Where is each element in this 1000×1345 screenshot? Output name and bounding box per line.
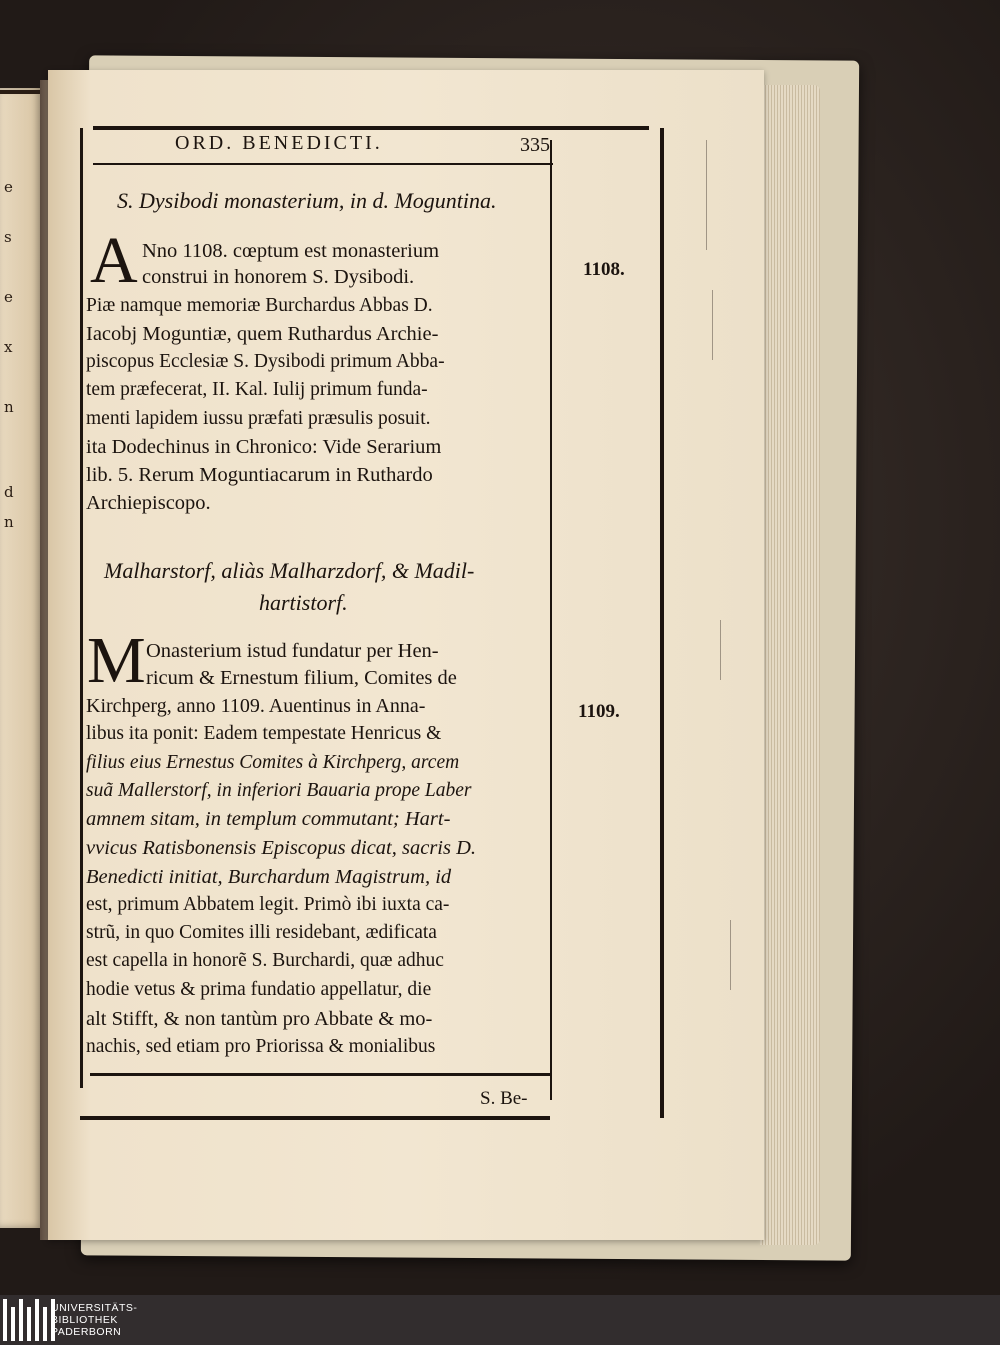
left-fragment: s	[4, 228, 12, 246]
left-page-rule	[0, 90, 40, 94]
left-fragment: e	[4, 178, 13, 196]
left-fragment: x	[4, 338, 13, 356]
text-column-rule	[550, 140, 552, 1100]
page-edges	[760, 85, 820, 1245]
text-line: ricum & Ernestum filium, Comites de	[146, 667, 457, 689]
section-heading: Malharstorf, aliàs Malharzdorf, & Madil-	[104, 558, 475, 583]
frame-rule-footer	[80, 1116, 550, 1120]
text-line: ita Dodechinus in Chronico: Vide Serarium	[86, 436, 442, 458]
left-fragment: n	[4, 398, 14, 416]
text-line: nachis, sed etiam pro Priorissa & monialibus	[86, 1036, 436, 1057]
drop-capital: M	[87, 624, 146, 697]
drop-capital: A	[90, 224, 138, 297]
text-line: Kirchperg, anno 1109. Auentinus in Anna-	[86, 695, 426, 717]
text-line: Archiepiscopo.	[86, 492, 211, 514]
text-line: Iacobj Moguntiæ, quem Ruthardus Archie-	[86, 323, 439, 345]
frame-rule-right	[660, 128, 664, 1118]
margin-note-year: 1109.	[578, 701, 620, 722]
left-fragment: n	[4, 513, 14, 531]
text-line: Nno 1108. cœptum est monasterium	[142, 240, 440, 262]
text-line: suã Mallerstorf, in inferiori Bauaria prope Laber	[86, 780, 472, 801]
text-line: Piæ namque memoriæ Burchardus Abbas D.	[86, 295, 433, 316]
running-head: ORD. BENEDICTI.	[175, 132, 383, 154]
text-line: Benedicti initiat, Burchardum Magistrum, id	[86, 866, 452, 888]
text-line: lib. 5. Rerum Moguntiacarum in Ruthardo	[86, 464, 433, 486]
pencil-mark	[730, 920, 731, 990]
text-line: amnem sitam, in templum commutant; Hart-	[86, 808, 451, 830]
margin-note-year: 1108.	[583, 259, 625, 280]
library-banner	[0, 1295, 1000, 1345]
text-line: est, primum Abbatem legit. Primò ibi iuxta ca-	[86, 894, 450, 915]
text-line: est capella in honorẽ S. Burchardi, quæ adhuc	[86, 950, 444, 971]
pencil-mark	[712, 290, 713, 360]
page-number: 335	[520, 134, 550, 156]
text-line: Onasterium istud fundatur per Hen-	[146, 640, 439, 662]
library-name-line: PADERBORN	[51, 1326, 122, 1338]
header-underline	[93, 163, 553, 165]
text-line: construi in honorem S. Dysibodi.	[142, 266, 415, 288]
text-line: filius eius Ernestus Comites à Kirchperg, arcem	[86, 752, 460, 773]
left-page-edge	[0, 88, 42, 1228]
text-line: hodie vetus & prima fundatio appellatur, die	[86, 979, 432, 1000]
section-heading: S. Dysibodi monasterium, in d. Moguntina.	[117, 188, 497, 213]
left-fragment: d	[4, 483, 14, 501]
section-heading-continued: hartistorf.	[259, 590, 348, 615]
text-line: strũ, in quo Comites illi residebant, ædificata	[86, 922, 437, 943]
text-line: tem præfecerat, II. Kal. Iulij primum funda-	[86, 379, 428, 400]
frame-rule-top	[93, 126, 649, 130]
text-line: piscopus Ecclesiæ S. Dysibodi primum Abba-	[86, 351, 445, 372]
pencil-mark	[720, 620, 721, 680]
pencil-mark	[706, 140, 707, 250]
text-line: alt Stifft, & non tantùm pro Abbate & mo-	[86, 1008, 433, 1030]
catchword: S. Be-	[480, 1088, 528, 1109]
text-line: libus ita ponit: Eadem tempestate Henricus &	[86, 723, 442, 744]
library-name-line: BIBLIOTHEK	[51, 1314, 118, 1326]
frame-rule-bottom	[90, 1073, 550, 1076]
library-name-line: UNIVERSITÄTS-	[51, 1302, 138, 1314]
frame-rule-left	[80, 128, 83, 1088]
text-line: vvicus Ratisbonensis Episcopus dicat, sacris D.	[86, 837, 477, 859]
text-line: menti lapidem iussu præfati præsulis posuit.	[86, 408, 431, 429]
library-name	[51, 1302, 137, 1338]
left-fragment: e	[4, 288, 13, 306]
library-logo-icon	[3, 1299, 55, 1341]
